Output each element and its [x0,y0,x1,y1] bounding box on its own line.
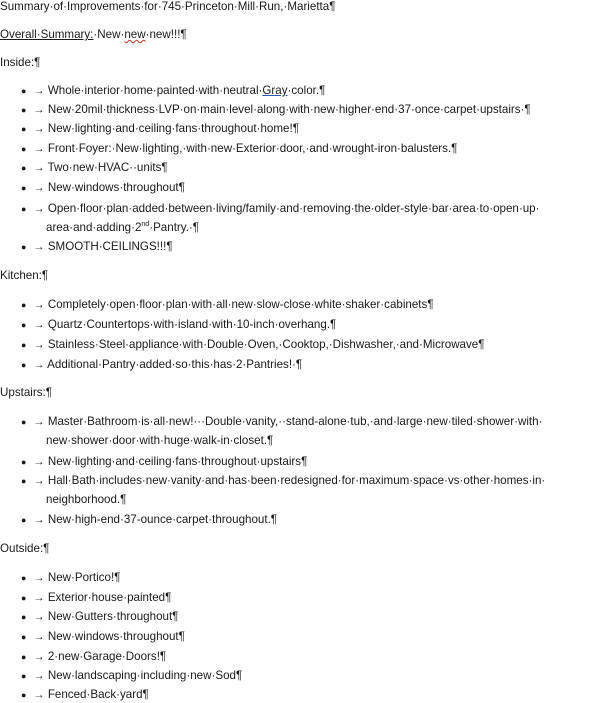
overall-summary [0,28,187,42]
bullet-icon: ● [21,573,27,583]
bullet-icon: ● [21,340,27,350]
list-item: → New·Gutters·throughout¶ [33,610,179,623]
bullet-icon: ● [21,86,27,96]
list-item: → Hall·Bath·includes·new·vanity·and·has·been·redesigned·for·maximum·space·vs·other·homes·in· [33,474,546,487]
list-item: → Fenced·Back·yard¶ [33,688,149,701]
list-item: → Additional·Pantry·added·so·this·has·2·Pantries!·¶ [33,358,303,371]
spelling-flag: new [124,28,146,41]
overall-summary-label: Overall·Summary: [0,28,94,41]
bullet-icon: ● [21,457,27,467]
section-heading-outside: Outside:¶ [0,542,50,555]
list-item: → 2·new·Garage·Doors!¶ [33,650,167,663]
list-item-text: ·color.¶ [287,84,326,97]
section-heading-kitchen: Kitchen:¶ [0,269,49,282]
list-item-text: area·and·adding·2 [46,221,142,234]
bullet-icon: ● [21,300,27,310]
superscript: nd [141,221,150,229]
bullet-icon: ● [21,612,27,622]
bullet-icon: ● [21,204,27,214]
list-item [33,84,325,98]
bullet-icon: ● [21,652,27,662]
list-item: → New·landscaping·including·new·Sod¶ [33,669,243,682]
list-item: → Quartz·Countertops·with·island·with·10-inch·overhang.¶ [33,318,337,331]
bullet-icon: ● [21,515,27,525]
list-item: → Front·Foyer:·New·lighting,·with·new·Exterior·door,·and·wrought-iron·balusters.¶ [33,142,458,155]
list-item: → SMOOTH·CEILINGS!!!¶ [33,240,173,253]
document-title: Summary·of·Improvements·for·745·Princeton·Mill·Run,·Marietta¶ [0,0,336,13]
list-item: → New·Portico!¶ [33,571,121,584]
list-item: → Stainless·Steel·appliance·with·Double·Oven,·Cooktop,·Dishwasher,·and·Microwave¶ [33,338,485,351]
grammar-flag: Gray [262,84,288,97]
list-item-continuation: neighborhood.¶ [46,493,127,506]
bullet-icon: ● [21,690,27,700]
bullet-icon: ● [21,593,27,603]
list-item: → New·windows·throughout¶ [33,630,185,643]
bullet-icon: ● [21,360,27,370]
list-item-continuation [46,221,199,235]
list-item: → New·lighting·and·ceiling·fans·throughout·home!¶ [33,122,299,135]
bullet-icon: ● [21,632,27,642]
list-item: → New·high-end·37-ounce·carpet·throughout.¶ [33,513,278,526]
overall-summary-text-1: ·New· [93,28,125,41]
list-item: → Completely·open·floor·plan·with·all·new·slow-close·white·shaker·cabinets¶ [33,298,434,311]
list-item: → Two·new·HVAC··units¶ [33,161,168,174]
list-item-text: → Whole·interior·home·painted·with·neutral· [33,84,263,97]
bullet-icon: ● [21,163,27,173]
bullet-icon: ● [21,144,27,154]
bullet-icon: ● [21,417,27,427]
list-item: → Open·floor·plan·added·between·living/family·and·removing·the·older-style·bar·area·to·open·up· [33,202,540,215]
overall-summary-text-2: ·new!!!¶ [145,28,187,41]
section-heading-upstairs: Upstairs:¶ [0,386,52,399]
bullet-icon: ● [21,105,27,115]
bullet-icon: ● [21,183,27,193]
bullet-icon: ● [21,124,27,134]
bullet-icon: ● [21,476,27,486]
bullet-icon: ● [21,242,27,252]
list-item: → New·20mil·thickness·LVP·on·main·level·along·with·new·higher·end·37·once·carpet·upstairs·¶ [33,103,531,116]
list-item-text: ·Pantry.·¶ [149,221,200,234]
bullet-icon: ● [21,671,27,681]
list-item: → New·windows·throughout¶ [33,181,185,194]
list-item: → Master·Bathroom·is·all·new!···Double·vanity,··stand-alone·tub,·and·large·new·tiled·shower·with· [33,415,543,428]
list-item-continuation: new·shower·door·with·huge·walk-in·closet.¶ [46,434,274,447]
list-item: → Exterior·house·painted¶ [33,591,172,604]
list-item: → New·lighting·and·ceiling·fans·throughout·upstairs¶ [33,455,308,468]
bullet-icon: ● [21,320,27,330]
section-heading-inside: Inside:¶ [0,56,41,69]
